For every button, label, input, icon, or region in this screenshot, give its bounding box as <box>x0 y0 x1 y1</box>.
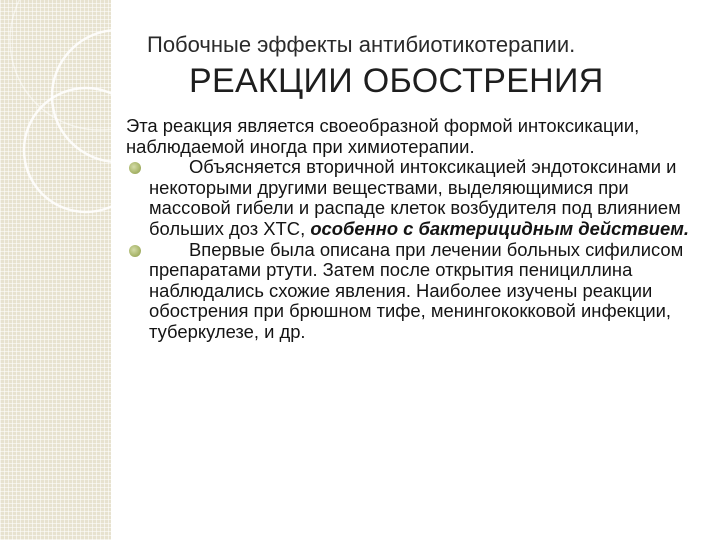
decorative-side-strip <box>0 0 111 540</box>
bullet-text: Впервые была описана при лечении больных сифилисом препаратами ртути. Затем после открытия пенициллина наблюдались схожие явления. Наиболее изучены реакции обострения при брюшном тифе, менингококковой инфекции, туберкулезе, и др. <box>149 238 684 342</box>
decorative-circles <box>0 0 111 540</box>
bullet-emphasis: особенно с бактерицидным действием. <box>310 217 689 239</box>
slide-body <box>126 116 706 343</box>
bullet-text: Объясняется вторичной интоксикацией эндотоксинами и некоторыми другими веществами, выделяющимися при массовой гибели и распаде клеток возбудителя под влиянием больших доз ХТС, <box>149 156 681 239</box>
bullet-item <box>126 157 706 239</box>
slide-title: РЕАКЦИИ ОБОСТРЕНИЯ <box>189 62 604 100</box>
bullet-dot-icon <box>129 162 141 174</box>
slide-subtitle: Побочные эффекты антибиотикотерапии. <box>147 32 576 57</box>
bullet-dot-icon <box>129 245 141 257</box>
intro-paragraph: Эта реакция является своеобразной формой интоксикации, наблюдаемой иногда при химиотерапии. <box>126 115 640 157</box>
slide-header <box>111 0 720 120</box>
bullet-item <box>126 240 706 343</box>
